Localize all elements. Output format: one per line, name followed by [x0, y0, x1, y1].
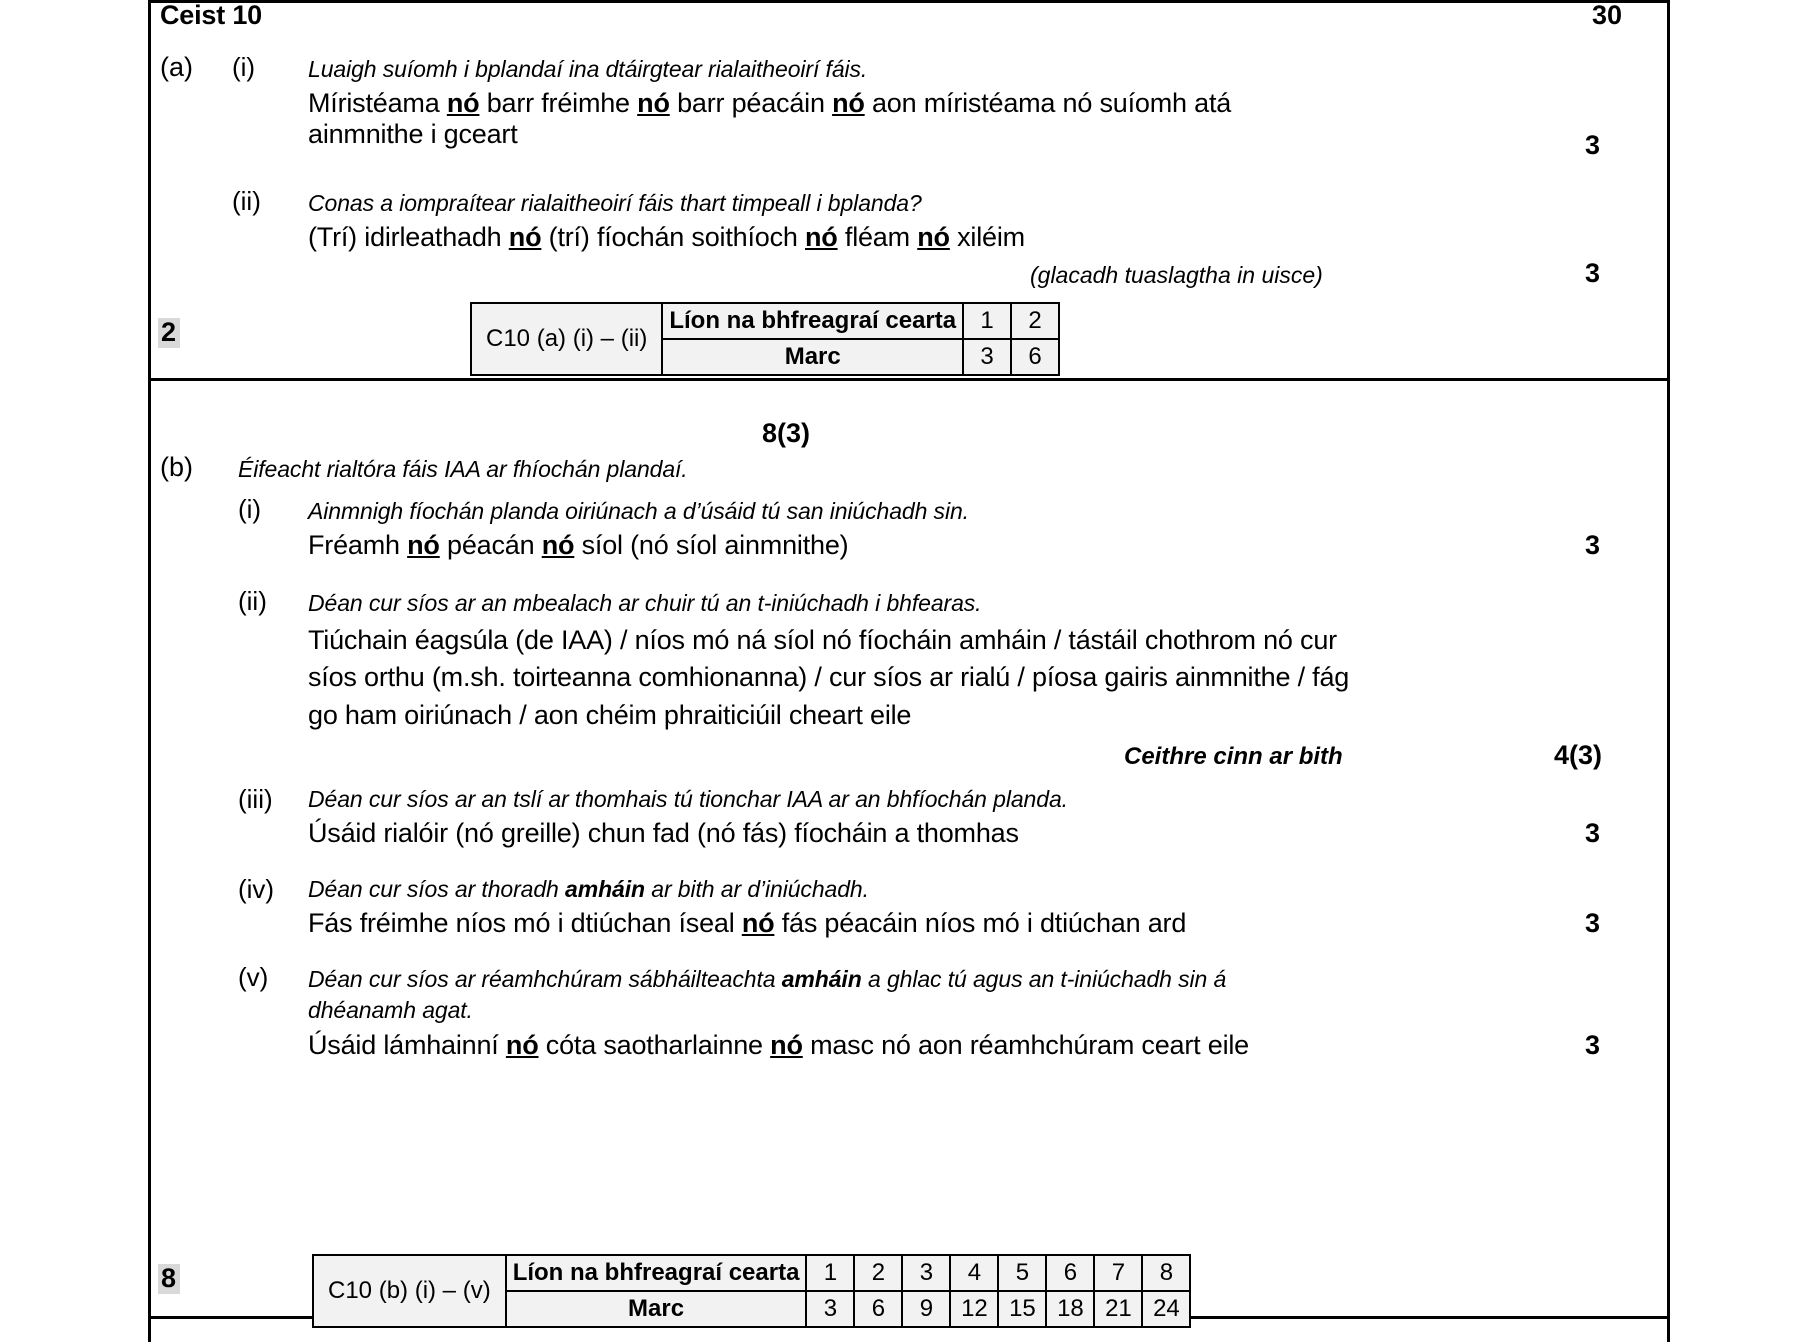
item-mark-b-v: 3 [1584, 1030, 1600, 1060]
item-answer-b-i: Fréamh nó péacán nó síol (nó síol ainmnithe) [308, 530, 849, 560]
table-row [313, 1255, 1190, 1291]
item-roman-a-ii: (ii) [232, 186, 261, 216]
table-a-r1-c1: 1 [963, 303, 1011, 339]
page-title: Ceist 10 [160, 0, 262, 30]
table-b-r1-c8: 8 [1142, 1255, 1190, 1291]
part-b-header-marks: 8(3) [762, 418, 811, 448]
table-b-r2-c1: 3 [806, 1291, 854, 1327]
margin-total-b: 8 [158, 1264, 180, 1294]
table-a-r2-c2: 6 [1011, 339, 1059, 375]
item-roman-b-iii: (iii) [238, 784, 273, 814]
table-a-row1-head: Líon na bhfreagraí cearta [662, 303, 963, 339]
table-b-r2-c6: 18 [1046, 1291, 1094, 1327]
item-roman-b-i: (i) [238, 494, 262, 524]
table-b-r2-c2: 6 [854, 1291, 902, 1327]
item-prompt-b-i: Ainmnigh fíochán planda oiriúnach a d’úsáid tú san iniúchadh sin. [308, 498, 969, 524]
part-label-a: (a) [160, 52, 193, 82]
table-b-r2-c3: 9 [902, 1291, 950, 1327]
item-mark-b-i: 3 [1584, 530, 1600, 560]
table-a-row2-head: Marc [662, 339, 963, 375]
item-answer-b-iii: Úsáid rialóir (nó greille) chun fad (nó fás) fíocháin a thomhas [308, 818, 1019, 848]
item-roman-b-iv: (iv) [238, 874, 275, 904]
table-b-r1-c3: 3 [902, 1255, 950, 1291]
item-answer-b-v: Úsáid lámhainní nó cóta saotharlainne nó masc nó aon réamhchúram ceart eile [308, 1030, 1249, 1060]
section-divider-rule [148, 378, 1670, 381]
table-b-row2-head: Marc [506, 1291, 807, 1327]
table-b-r1-c5: 5 [998, 1255, 1046, 1291]
item-mark-b-iv: 3 [1584, 908, 1600, 938]
table-b-r1-c2: 2 [854, 1255, 902, 1291]
item-mark-b-ii: 4(3) [1553, 740, 1602, 770]
table-b-r1-c1: 1 [806, 1255, 854, 1291]
item-answer-a-i: Míristéama nó barr fréimhe nó barr péacáin nó aon míristéama nó suíomh atá ainmnithe i gceart [308, 88, 1232, 149]
table-b-r1-c7: 7 [1094, 1255, 1142, 1291]
item-prompt-b-iv: Déan cur síos ar thoradh amháin ar bith ar d’iniúchadh. [308, 876, 869, 902]
item-prompt-b-ii: Déan cur síos ar an mbealach ar chuir tú an t-iniúchadh i bhfearas. [308, 590, 982, 616]
part-b-intro: Éifeacht rialtóra fáis IAA ar fhíochán plandaí. [238, 456, 688, 482]
item-prompt-b-v: Déan cur síos ar réamhchúram sábháilteachta amháin a ghlac tú agus an t-iniúchadh sin á dhéanamh agat. [308, 966, 1227, 1024]
item-mark-a-ii: 3 [1584, 258, 1600, 288]
item-prompt-b-iii: Déan cur síos ar an tslí ar thomhais tú tionchar IAA ar an bhfíochán planda. [308, 786, 1068, 812]
table-b-r2-c7: 21 [1094, 1291, 1142, 1327]
item-answer-b-ii: Tiúchain éagsúla (de IAA) / níos mó ná síol nó fíocháin amháin / tástáil chothrom nó cur síos orthu (m.sh. toirteanna comhionanna) / cur síos ar rialú / píosa gairis ainmnithe / fág go ham oiriúnach / aon chéim phraiticiúil cheart eile [308, 625, 1350, 730]
table-row [471, 303, 1059, 339]
table-b-r2-c4: 12 [950, 1291, 998, 1327]
item-answer-a-ii: (Trí) idirleathadh nó (trí) fíochán soithíoch nó fléam nó xiléim [308, 222, 1025, 252]
table-b-r2-c5: 15 [998, 1291, 1046, 1327]
item-sidenote-b-ii: Ceithre cinn ar bith [1124, 743, 1343, 770]
item-answer-b-iv: Fás fréimhe níos mó i dtiúchan íseal nó fás péacáin níos mó i dtiúchan ard [308, 908, 1187, 938]
frame-top-rule [148, 0, 1670, 3]
table-b-r1-c4: 4 [950, 1255, 998, 1291]
marks-table-a [470, 302, 1060, 376]
part-label-b: (b) [160, 452, 193, 482]
item-roman-b-v: (v) [238, 962, 269, 992]
question-total-marks: 30 [1592, 0, 1623, 30]
item-prompt-a-i: Luaigh suíomh i bplandaí ina dtáirgtear rialaitheoirí fáis. [308, 56, 868, 82]
table-b-row1-head: Líon na bhfreagraí cearta [506, 1255, 807, 1291]
table-b-r1-c6: 6 [1046, 1255, 1094, 1291]
marks-table-b [312, 1254, 1191, 1328]
margin-total-a: 2 [158, 318, 180, 348]
table-a-label: C10 (a) (i) – (ii) [471, 303, 662, 375]
item-note-a-ii: (glacadh tuaslagtha in uisce) [1030, 262, 1323, 288]
table-a-r1-c2: 2 [1011, 303, 1059, 339]
item-roman-b-ii: (ii) [238, 586, 267, 616]
item-mark-b-iii: 3 [1584, 818, 1600, 848]
table-b-r2-c8: 24 [1142, 1291, 1190, 1327]
table-a-r2-c1: 3 [963, 339, 1011, 375]
item-roman-a-i: (i) [232, 52, 256, 82]
item-mark-a-i: 3 [1584, 130, 1600, 160]
table-b-label: C10 (b) (i) – (v) [313, 1255, 506, 1327]
item-prompt-a-ii: Conas a iompraítear rialaitheoirí fáis thart timpeall i bplanda? [308, 190, 922, 216]
